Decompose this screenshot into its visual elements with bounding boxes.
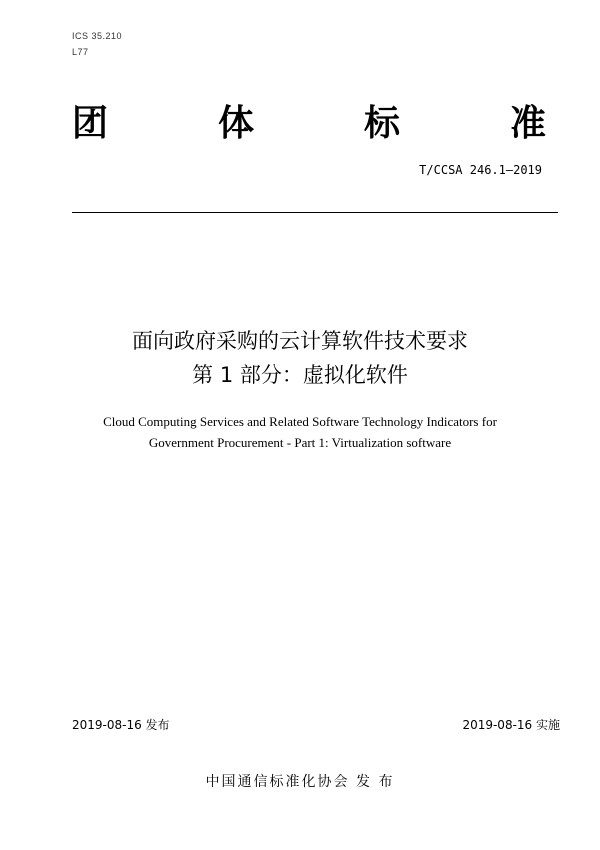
- publisher: 中国通信标准化协会 发 布: [205, 774, 395, 790]
- standard-number: T/CCSA 246.1—2019: [419, 163, 542, 177]
- standard-type-heading: [72, 100, 546, 148]
- standard-type-char: 体: [217, 103, 254, 144]
- ics-code: ICS 35.210: [72, 31, 123, 41]
- standard-type-char: 团: [72, 103, 109, 144]
- publish-date: 2019-08-16 发布: [72, 718, 170, 732]
- english-title-line-1: Cloud Computing Services and Related Software Technology Indicators for: [103, 414, 497, 429]
- chinese-title-line-2: 第 1 部分：虚拟化软件: [192, 363, 408, 387]
- standard-type-char: 标: [363, 103, 400, 144]
- english-title-line-2: Government Procurement - Part 1: Virtualization software: [148, 435, 452, 450]
- standard-type-char: 准: [509, 103, 546, 144]
- chinese-title-line-1: 面向政府采购的云计算软件技术要求: [132, 329, 468, 353]
- ccs-code: L77: [72, 47, 89, 57]
- header-divider: [72, 212, 558, 213]
- implementation-date: 2019-08-16 实施: [462, 718, 560, 732]
